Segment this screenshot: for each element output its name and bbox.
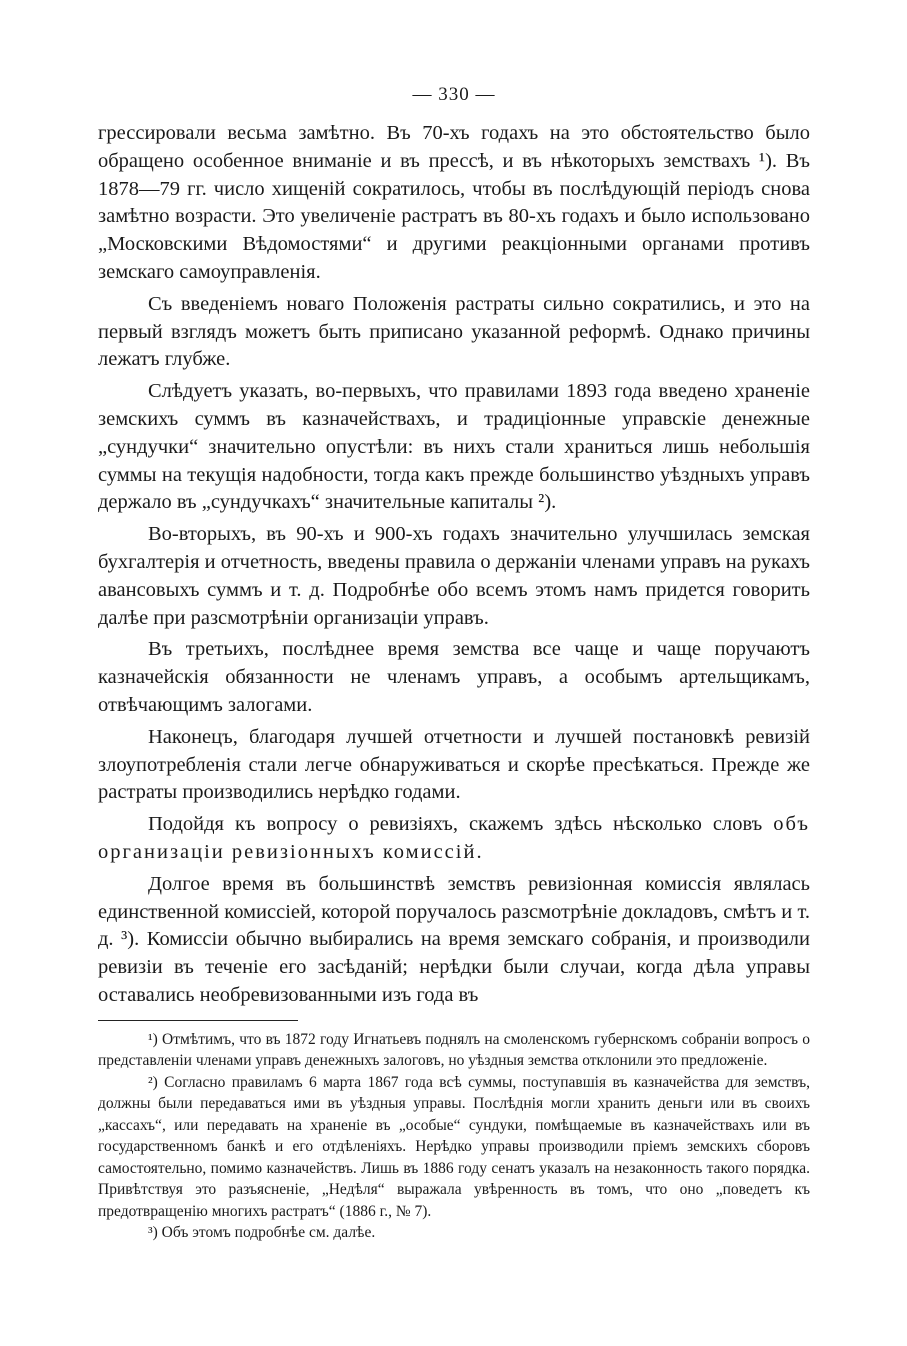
footnote: ²) Согласно правиламъ 6 марта 1867 года всѣ суммы, поступавшія въ казначейства для земствъ, должны были передаваться ими въ уѣздныя управы. Послѣднія могли хранить деньги или въ своихъ „кассахъ“, или передавать на храненіе въ „особые“ сундуки, помѣщаемые въ казначействахъ или въ государственномъ банкѣ и его отдѣленіяхъ. Нерѣдко управы производили пріемъ земскихъ сборовъ самостоятельно, помимо казначействъ. Лишь въ 1886 году сенатъ указалъ на незаконность такого порядка. Привѣтствуя это разъясненіе, „Недѣля“ выражала увѣренность въ томъ, что оно „поведетъ къ предотвращенію многихъ растратъ“ (1886 г., № 7). xyxy=(98,1073,810,1220)
footnote: ¹) Отмѣтимъ, что въ 1872 году Игнатьевъ поднялъ на смоленскомъ губернскомъ собраніи вопросъ о представленіи членами управъ денежныхъ залоговъ, но уѣздныя земства отклонили это предложеніе. xyxy=(98,1030,810,1070)
paragraph-revision-lead: Подойдя къ вопросу о ревизіяхъ, скажемъ здѣсь нѣсколько словъ xyxy=(148,813,763,836)
paragraph-revision-spaced: объ организаціи ревизіонныхъ комиссій. xyxy=(98,813,810,863)
paragraph: Во-вторыхъ, въ 90-хъ и 900-хъ годахъ значительно улучшилась земская бухгалтерія и отчетность, введены правила о держаніи членами управъ на рукахъ авансовыхъ суммъ и т. д. Подробнѣе обо всемъ этомъ намъ придется говорить далѣе при разсмотрѣніи организаціи управъ. xyxy=(98,523,810,629)
footnote-divider xyxy=(98,1020,298,1021)
paragraph: Въ третьихъ, послѣднее время земства все чаще и чаще поручаютъ казначейскія обязанности не членамъ управъ, а особымъ артельщикамъ, отвѣчающимъ залогами. xyxy=(98,638,810,716)
footnote: ³) Объ этомъ подробнѣе см. далѣе. xyxy=(148,1224,376,1242)
paragraph: грессировали весьма замѣтно. Въ 70-хъ годахъ на это обстоятельство было обращено особенное вниманіе и въ прессѣ, и въ нѣкоторыхъ земствахъ ¹). Въ 1878—79 гг. число хищеній сократилось, чтобы въ послѣдующій періодъ снова замѣтно возрасти. Это увеличеніе растратъ въ 80-хъ годахъ и было использовано „Московскими Вѣдомостями“ и другими реакціонными органами противъ земскаго самоуправленія. xyxy=(98,122,810,283)
paragraph: Наконецъ, благодаря лучшей отчетности и лучшей постановкѣ ревизій злоупотребленія стали легче обнаруживаться и скорѣе пресѣкаться. Прежде же растраты производились нерѣдко годами. xyxy=(98,725,810,804)
paragraph: Долгое время въ большинствѣ земствъ ревизіонная комиссія являлась единственной комиссіей, которой поручалось разсмотрѣніе докладовъ, смѣтъ и т. д. ³). Комиссіи обычно выбирались на время земскаго собранія, и производили ревизіи въ теченіе его засѣданій; нерѣдки были случаи, когда дѣла управы оставались необревизованными изъ года въ xyxy=(98,872,810,1006)
paragraph-revision xyxy=(98,811,810,867)
book-page xyxy=(98,84,810,1244)
page-number: — 330 — xyxy=(412,84,496,105)
paragraph: Съ введеніемъ новаго Положенія растраты сильно сократились, и это на первый взглядъ можетъ быть приписано указанной реформѣ. Однако причины лежатъ глубже. xyxy=(98,292,810,371)
main-text xyxy=(98,120,810,1010)
footnotes xyxy=(98,1029,810,1244)
paragraph: Слѣдуетъ указать, во-первыхъ, что правилами 1893 года введено храненіе земскихъ суммъ въ казначействахъ, и традиціонные управскіе денежные „сундучки“ значительно опустѣли: въ нихъ стали храниться лишь небольшія суммы на текущія надобности, тогда какъ прежде большинство уѣздныхъ управъ держало въ „сундучкахъ“ значительные капиталы ²). xyxy=(98,380,810,514)
